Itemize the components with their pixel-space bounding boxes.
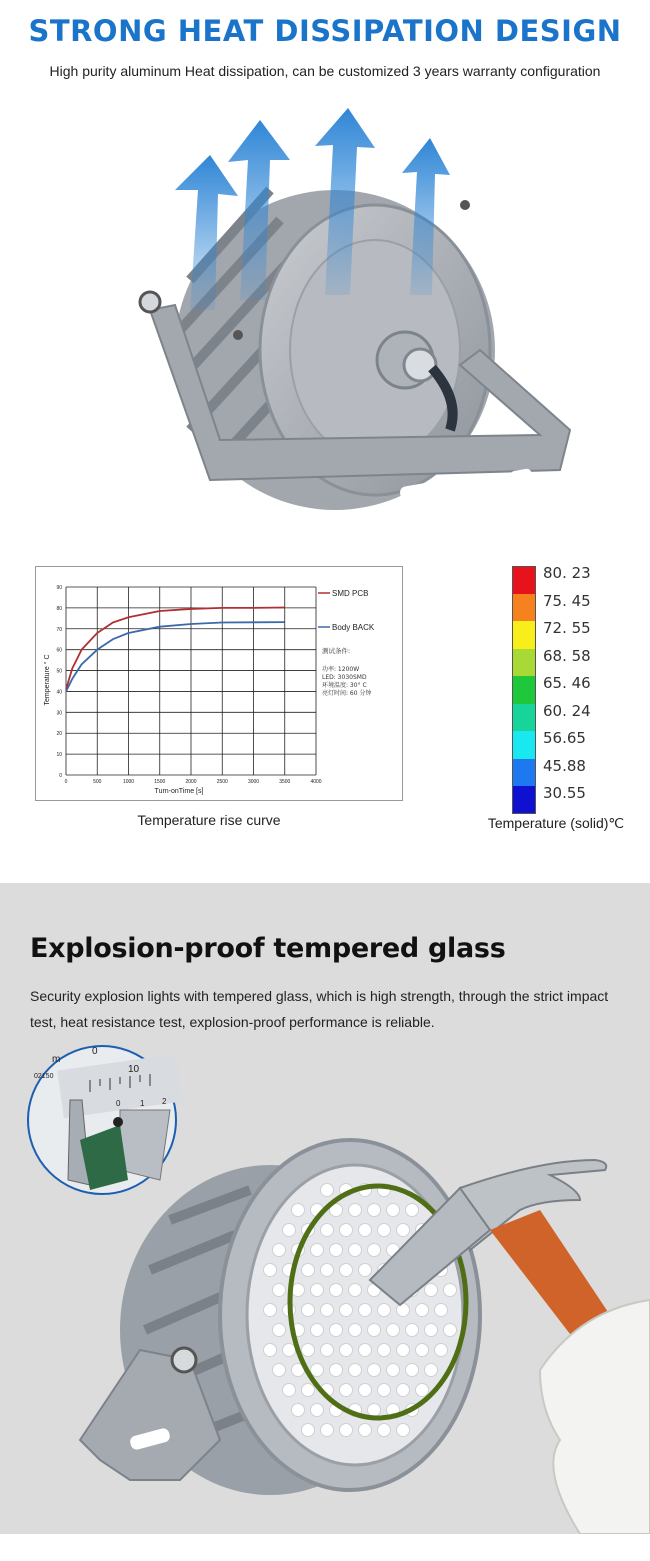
chart-annotation: 功率: 1200W: [322, 666, 360, 673]
chart-annotation: LED: 3030SMD: [322, 674, 367, 681]
color-scale-swatch: [512, 759, 536, 787]
color-scale-caption: Temperature (solid)℃: [487, 815, 625, 831]
color-scale-label: 60. 24: [543, 701, 591, 720]
caliper-inset-image: [28, 1046, 183, 1194]
svg-text:02150: 02150: [34, 1073, 54, 1080]
color-scale-label: 65. 46: [543, 674, 591, 692]
chart-annotation: 环境温度: 30° C: [322, 682, 367, 689]
chart-x-tick-label: 3000: [247, 779, 260, 785]
color-scale-label: 68. 58: [543, 646, 591, 665]
chart-x-axis-label: Turn-onTime [s]: [154, 788, 204, 795]
temperature-color-scale: [512, 566, 642, 802]
color-scale-label: 72. 55: [543, 619, 591, 637]
chart-y-tick-label: 40: [56, 689, 62, 696]
svg-text:10: 10: [128, 1064, 140, 1075]
chart-y-tick-label: 60: [56, 647, 62, 654]
color-scale-swatch: [512, 731, 536, 759]
chart-annotation: 亮灯时间: 60 分钟: [322, 690, 372, 697]
color-scale-swatch: [512, 786, 536, 814]
temperature-rise-chart: [35, 566, 403, 801]
svg-text:0: 0: [116, 1099, 121, 1108]
floodlight-heat-image: [120, 100, 590, 550]
chart-y-tick-label: 20: [56, 731, 62, 738]
chart-y-tick-label: 50: [56, 668, 62, 675]
section-paragraph-glass: Security explosion lights with tempered glass, which is high strength, through the strict impact test, heat resistance test, explosion-proof performance is reliable.: [30, 988, 609, 1030]
color-scale-swatch: [512, 676, 536, 704]
chart-y-tick-label: 80: [56, 605, 62, 612]
color-scale-swatch: [512, 649, 536, 677]
chart-y-tick-label: 90: [56, 585, 62, 591]
color-scale-label: 45.88: [543, 756, 586, 775]
chart-x-tick-label: 2000: [185, 779, 197, 785]
svg-text:0: 0: [92, 1046, 98, 1057]
chart-x-tick-label: 2500: [216, 779, 228, 785]
chart-annotation: 测试条件:: [322, 647, 351, 655]
chart-x-tick-label: 1500: [154, 779, 166, 785]
color-scale-label: 56.65: [543, 729, 586, 747]
section-title-glass: Explosion-proof tempered glass: [30, 933, 506, 964]
color-scale-swatch: [512, 704, 536, 732]
chart-y-tick-label: 70: [56, 626, 62, 633]
color-scale-swatch: [512, 621, 536, 649]
chart-x-tick-label: 3500: [279, 779, 291, 785]
color-scale-label: 80. 23: [543, 564, 591, 582]
chart-x-tick-label: 4000: [310, 779, 322, 785]
svg-text:m: m: [52, 1054, 61, 1065]
chart-y-tick-label: 10: [56, 752, 62, 759]
color-scale-swatch: [512, 594, 536, 622]
svg-text:2: 2: [162, 1097, 167, 1106]
chart-y-axis-label: Temperature ° C: [44, 654, 51, 706]
chart-svg: [36, 567, 402, 800]
color-scale-label: 30.55: [543, 784, 586, 802]
legend-label-smd-pcb: SMD PCB: [332, 589, 369, 598]
color-scale-label: 75. 45: [543, 591, 591, 610]
section-title-heat: STRONG HEAT DISSIPATION DESIGN: [28, 14, 622, 48]
svg-text:1: 1: [140, 1099, 145, 1108]
legend-label-body-back: Body BACK: [332, 623, 375, 632]
explosion-proof-lamp-image: [20, 1040, 650, 1534]
chart-caption: Temperature rise curve: [137, 812, 281, 828]
chart-y-tick-label: 0: [59, 773, 62, 779]
chart-x-tick-label: 0: [64, 779, 68, 785]
section-subtitle-heat: High purity aluminum Heat dissipation, can be customized 3 years warranty configuration: [49, 63, 601, 79]
chart-x-tick-label: 500: [93, 779, 102, 785]
color-scale-swatch: [512, 566, 536, 594]
chart-x-tick-label: 1000: [122, 779, 135, 785]
chart-y-tick-label: 30: [56, 710, 62, 717]
